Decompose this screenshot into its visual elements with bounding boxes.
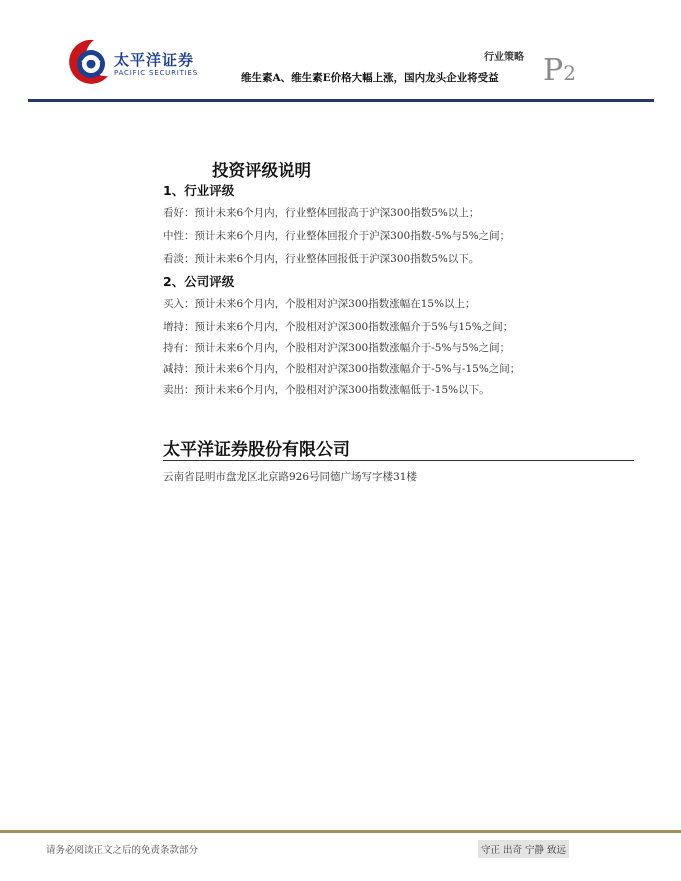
brand-name-en: PACIFIC SECURITIES [114, 69, 199, 77]
rating-heading: 投资评级说明 [212, 161, 311, 180]
header-divider [28, 99, 654, 102]
page-number-mark [543, 53, 576, 88]
footer-divider [0, 830, 681, 833]
pacific-securities-logo-icon [64, 36, 112, 88]
footer-disclaimer: 请务必阅读正文之后的免责条款部分 [46, 845, 199, 856]
industry-rating-line: 中性：预计未来6个月内，行业整体回报介于沪深300指数-5%与5%之间； [163, 230, 511, 242]
page-number: 2 [563, 61, 576, 85]
firm-name: 太平洋证券股份有限公司 [163, 440, 350, 460]
company-rating-line: 卖出：预计未来6个月内，个股相对沪深300指数涨幅低于-15%以下。 [163, 384, 490, 396]
page-header [0, 0, 681, 104]
report-type: 行业策略 [484, 52, 524, 63]
page-letter: P [543, 53, 564, 88]
firm-address: 云南省昆明市盘龙区北京路926号同德广场写字楼31楼 [163, 471, 417, 483]
report-title: 维生素A、维生素E价格大幅上涨，国内龙头企业将受益 [241, 72, 499, 84]
company-rating-line: 增持：预计未来6个月内，个股相对沪深300指数涨幅介于5%与15%之间； [163, 321, 514, 333]
industry-rating-line: 看淡：预计未来6个月内，行业整体回报低于沪深300指数5%以下。 [163, 253, 480, 265]
company-rating-line: 持有：预计未来6个月内，个股相对沪深300指数涨幅介于-5%与5%之间； [163, 342, 511, 354]
industry-rating-heading: 1、行业评级 [163, 183, 235, 198]
brand-name-cn: 太平洋证券 [114, 51, 195, 69]
company-rating-line: 买入：预计未来6个月内，个股相对沪深300指数涨幅在15%以上； [163, 298, 476, 310]
industry-rating-line: 看好：预计未来6个月内，行业整体回报高于沪深300指数5%以上； [163, 207, 480, 219]
company-rating-line: 减持：预计未来6个月内，个股相对沪深300指数涨幅介于-5%与-15%之间； [163, 363, 521, 375]
company-rating-heading: 2、公司评级 [163, 274, 235, 289]
firm-divider [163, 460, 634, 461]
footer-motto: 守正 出奇 宁静 致远 [478, 840, 569, 858]
